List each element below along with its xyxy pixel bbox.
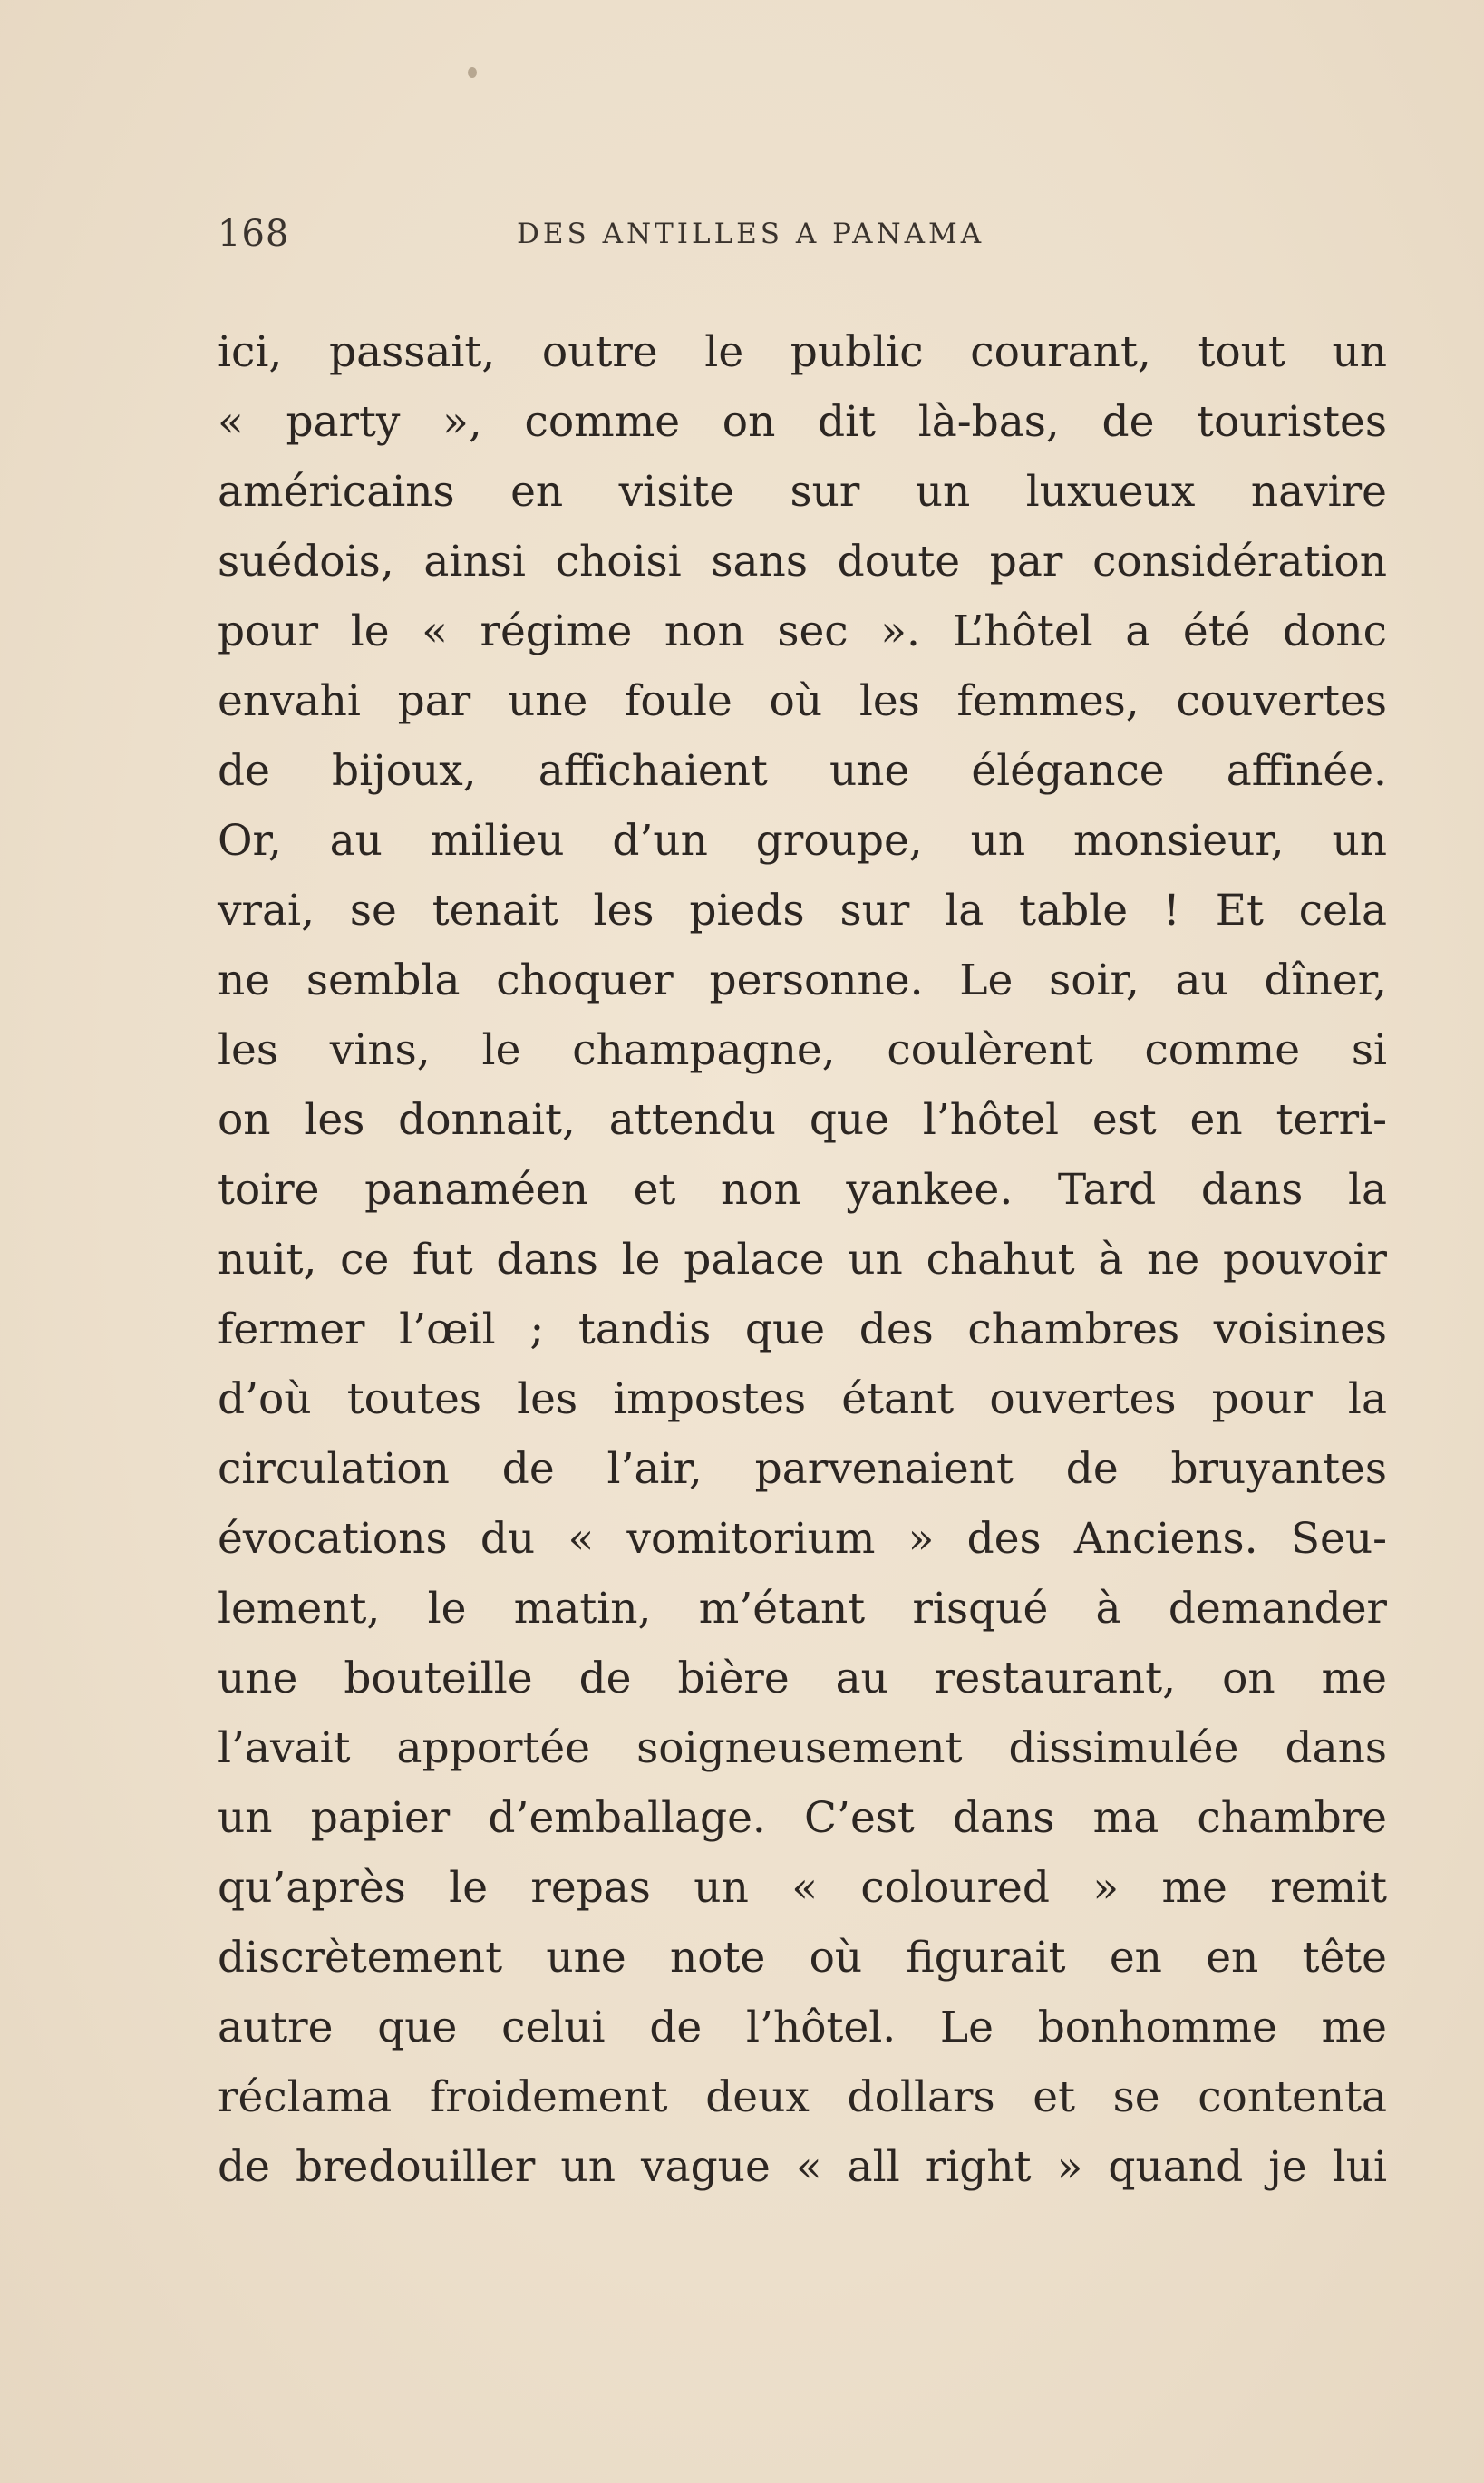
text-line: on les donnait, attendu que l’hôtel est en terri- bbox=[218, 1095, 1387, 1145]
text-line: un papier d’emballage. C’est dans ma chambre bbox=[218, 1793, 1387, 1843]
text-line: suédois, ainsi choisi sans doute par considération bbox=[218, 537, 1387, 587]
text-line: les vins, le champagne, coulèrent comme si bbox=[218, 1025, 1387, 1075]
text-line: ici, passait, outre le public courant, tout un bbox=[218, 327, 1387, 377]
text-line: envahi par une foule où les femmes, couvertes bbox=[218, 676, 1387, 726]
text-line: nuit, ce fut dans le palace un chahut à ne pouvoir bbox=[218, 1235, 1387, 1285]
text-line: circulation de l’air, parvenaient de bruyantes bbox=[218, 1444, 1387, 1494]
text-line: vrai, se tenait les pieds sur la table ! Et cela bbox=[218, 886, 1387, 936]
text-line: toire panaméen et non yankee. Tard dans la bbox=[218, 1165, 1387, 1215]
text-line: ne sembla choquer personne. Le soir, au dîner, bbox=[218, 955, 1387, 1005]
text-line: une bouteille de bière au restaurant, on me bbox=[218, 1654, 1387, 1703]
text-line: réclama froidement deux dollars et se contenta bbox=[218, 2072, 1387, 2122]
ink-speck bbox=[468, 67, 477, 78]
running-title: DES ANTILLES A PANAMA bbox=[517, 218, 985, 250]
text-line: Or, au milieu d’un groupe, un monsieur, un bbox=[218, 816, 1387, 866]
text-line: fermer l’œil ; tandis que des chambres voisines bbox=[218, 1305, 1387, 1354]
text-line: « party », comme on dit là-bas, de touristes bbox=[218, 397, 1387, 447]
text-line: pour le « régime non sec ». L’hôtel a été donc bbox=[218, 606, 1387, 656]
text-line: de bredouiller un vague « all right » quand je lui bbox=[218, 2142, 1387, 2192]
text-line: évocations du « vomitorium » des Anciens. Seu- bbox=[218, 1514, 1387, 1564]
body-text bbox=[218, 317, 1387, 2202]
text-line: qu’après le repas un « coloured » me remit bbox=[218, 1863, 1387, 1913]
page-header bbox=[218, 207, 1387, 261]
text-line: d’où toutes les impostes étant ouvertes pour la bbox=[218, 1374, 1387, 1424]
text-line: lement, le matin, m’étant risqué à demander bbox=[218, 1584, 1387, 1634]
text-line: l’avait apportée soigneusement dissimulée dans bbox=[218, 1723, 1387, 1773]
text-line: américains en visite sur un luxueux navire bbox=[218, 467, 1387, 517]
text-line: autre que celui de l’hôtel. Le bonhomme me bbox=[218, 2003, 1387, 2052]
text-line: discrètement une note où figurait en en tête bbox=[218, 1933, 1387, 1983]
page-number: 168 bbox=[218, 213, 290, 255]
text-line: de bijoux, affichaient une élégance affinée. bbox=[218, 746, 1387, 796]
